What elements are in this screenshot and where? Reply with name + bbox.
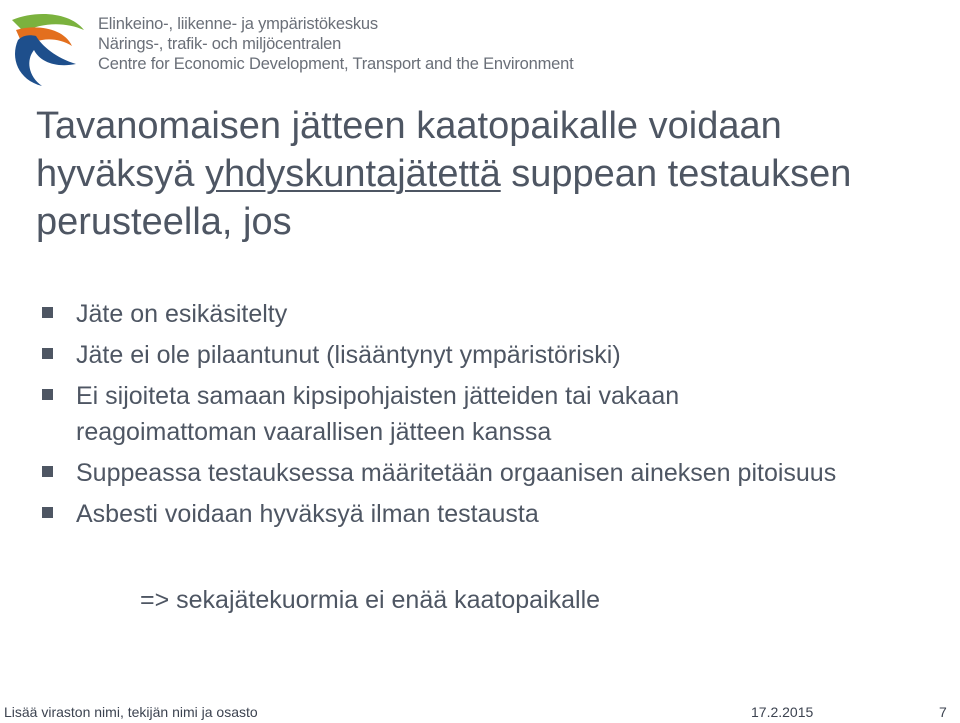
bullet-item	[40, 496, 960, 532]
slide-title-part2: suppean testauksen perusteella, jos	[36, 153, 852, 243]
ely-centre-logo-icon	[6, 6, 88, 88]
square-bullet-icon	[42, 348, 53, 359]
footer-date: 17.2.2015	[751, 704, 814, 720]
footer-author-info: Lisää viraston nimi, tekijän nimi ja osasto	[4, 704, 258, 720]
bullet-item	[40, 378, 960, 450]
square-bullet-icon	[42, 307, 53, 318]
bullet-text: Ei sijoiteta samaan kipsipohjaisten jätteiden tai vakaan	[76, 382, 680, 410]
bullet-text: Jäte on esikäsitelty	[76, 300, 288, 328]
slide-title	[36, 102, 936, 246]
bullet-item	[40, 337, 960, 373]
bullet-item	[40, 296, 960, 332]
square-bullet-icon	[42, 389, 53, 400]
square-bullet-icon	[42, 466, 53, 477]
bullet-text: Asbesti voidaan hyväksyä ilman testausta	[76, 500, 539, 528]
bullet-item	[40, 455, 960, 491]
org-name-finnish: Elinkeino-, liikenne- ja ympäristökeskus	[98, 15, 378, 33]
square-bullet-icon	[42, 507, 53, 518]
slide-title-part1: Tavanomaisen jätteen kaatopaikalle voidaan hyväksyä	[36, 105, 782, 195]
page-number: 7	[939, 704, 947, 720]
bullet-text-continuation: reagoimattoman vaarallisen jätteen kanssa	[76, 418, 552, 446]
org-name-english: Centre for Economic Development, Transport and the Environment	[98, 55, 574, 73]
bullet-list	[40, 296, 960, 537]
org-name-swedish: Närings-, trafik- och miljöcentralen	[98, 35, 342, 53]
slide-title-underlined: yhdyskuntajätettä	[204, 153, 501, 195]
organization-name	[98, 14, 574, 74]
conclusion-text: => sekajätekuormia ei enää kaatopaikalle	[140, 586, 601, 614]
bullet-text: Suppeassa testauksessa määritetään orgaanisen aineksen pitoisuus	[76, 459, 837, 487]
bullet-text: Jäte ei ole pilaantunut (lisääntynyt ympäristöriski)	[76, 341, 621, 369]
